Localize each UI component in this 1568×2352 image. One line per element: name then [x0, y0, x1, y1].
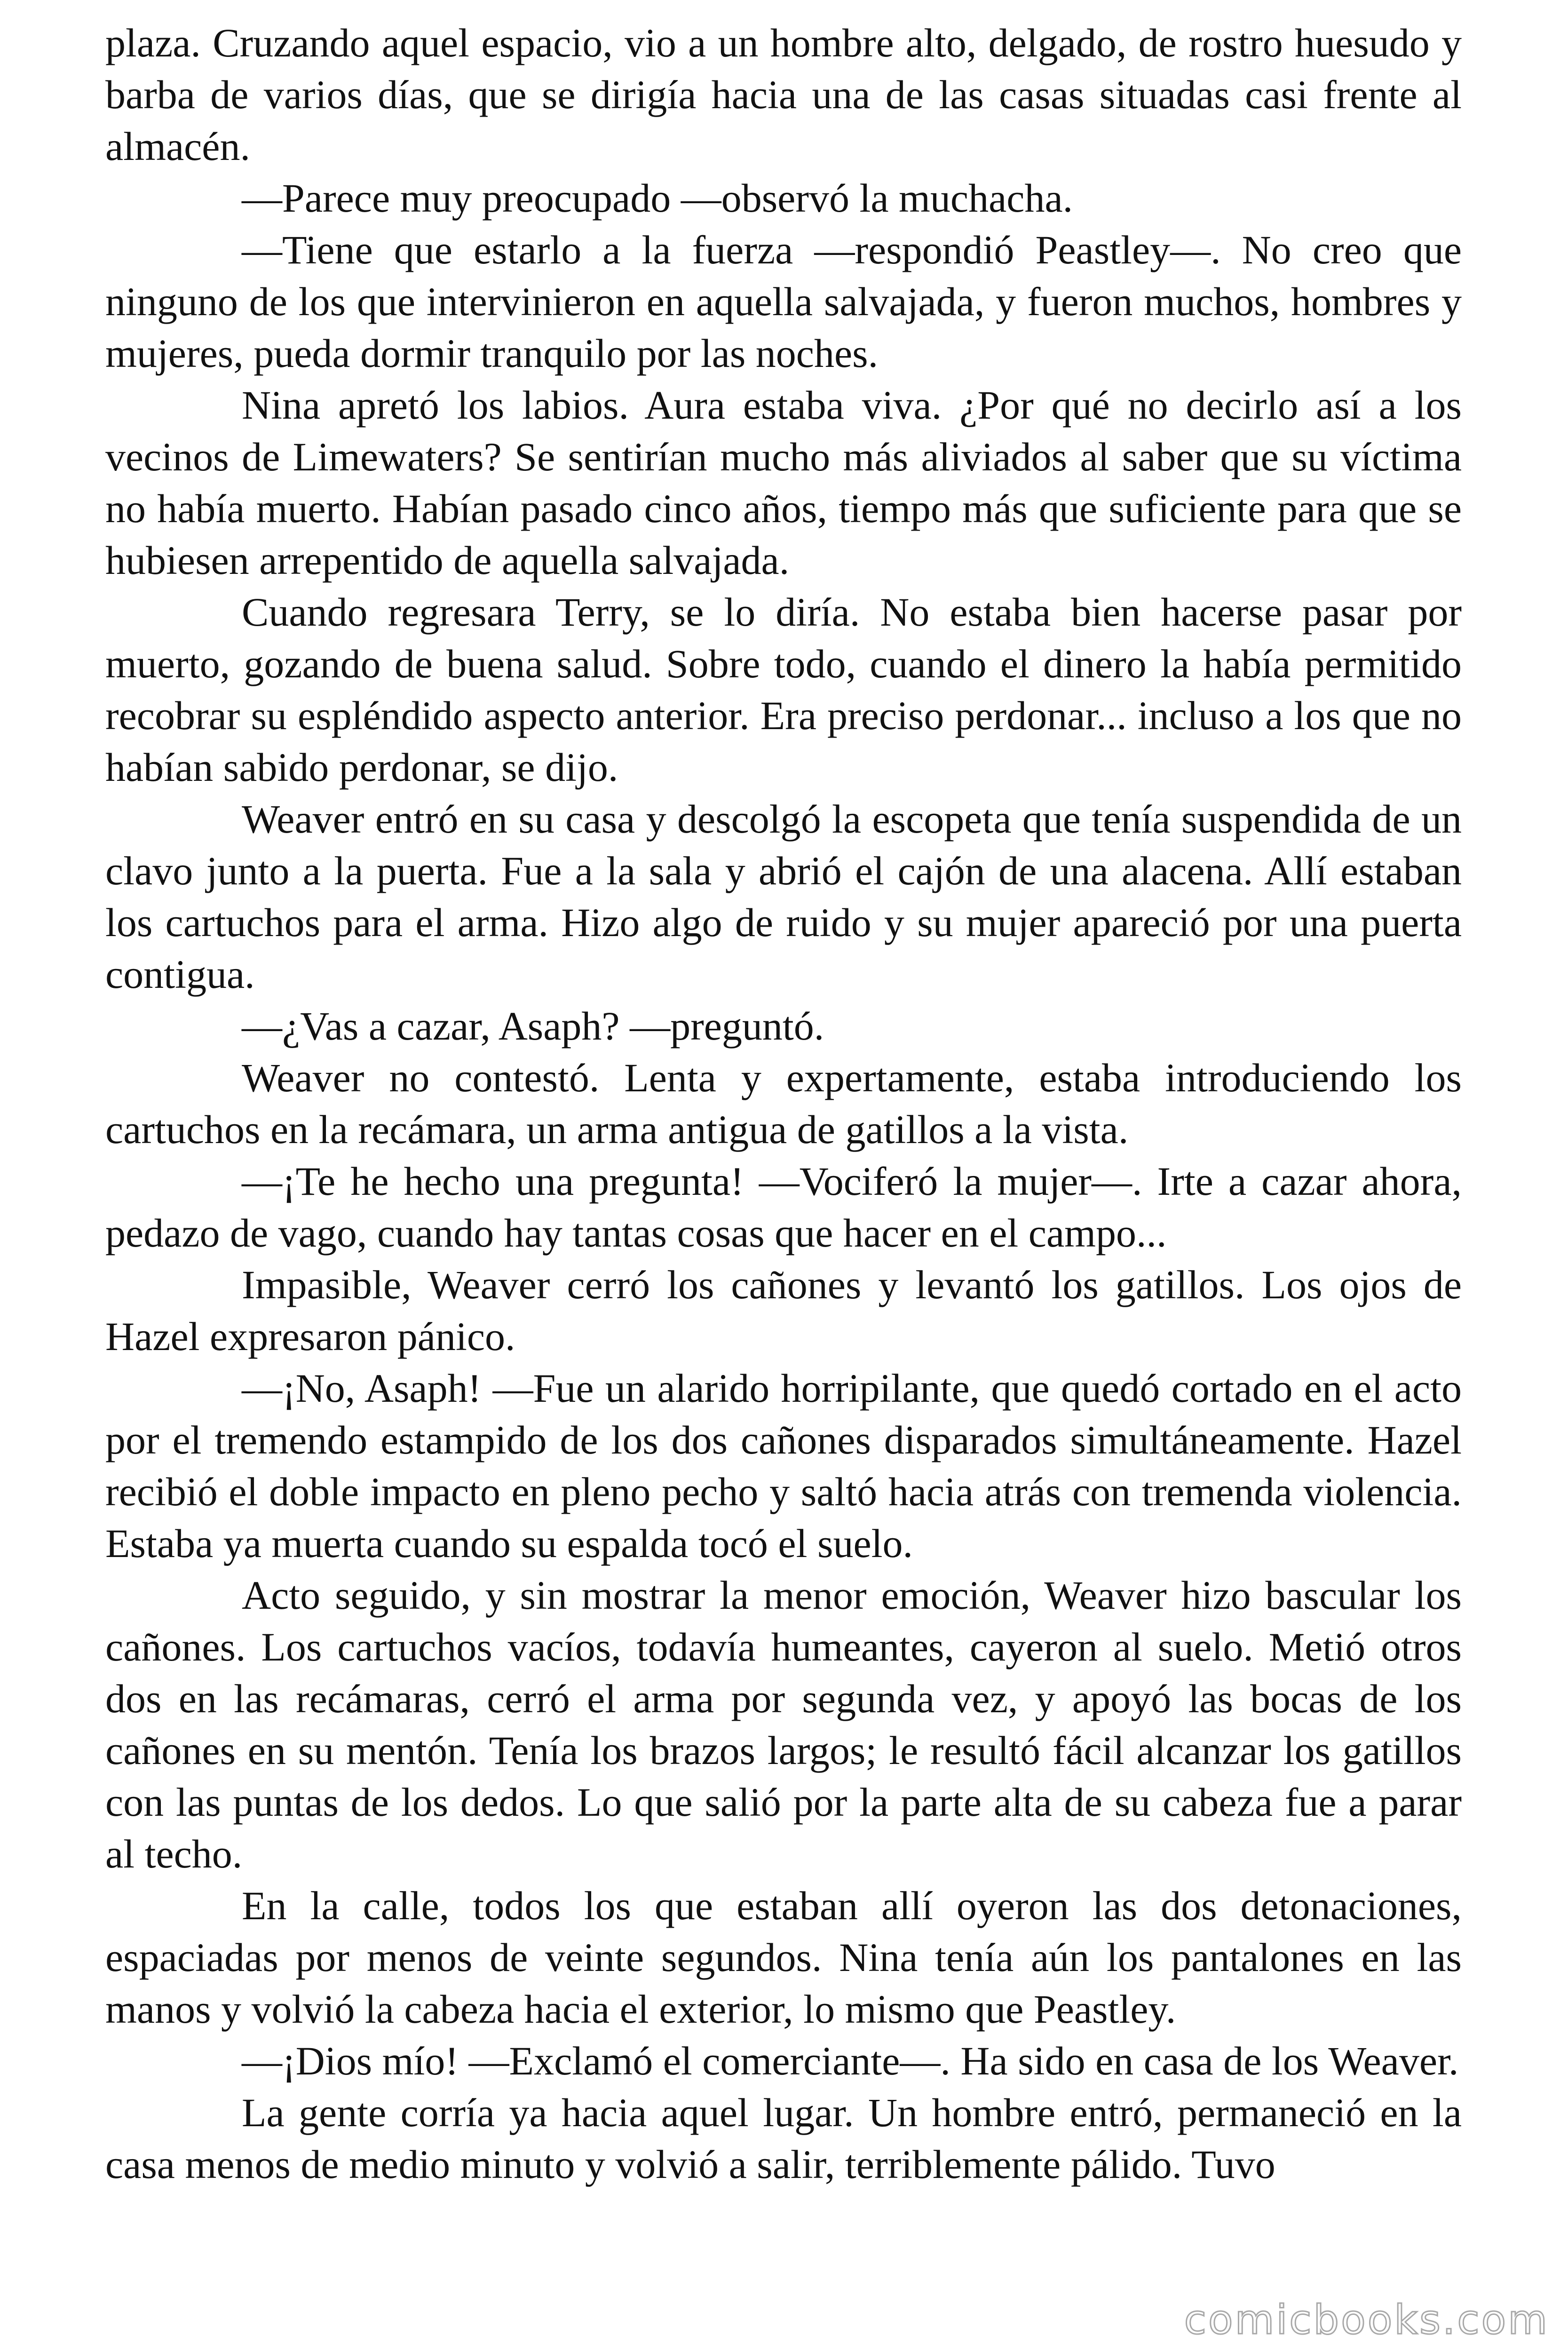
paragraph: —¡Dios mío! —Exclamó el comerciante—. Ha sido en casa de los Weaver.	[242, 2038, 1459, 2083]
site-watermark: comicbooks.com	[1184, 2296, 1549, 2344]
paragraph: Nina apretó los labios. Aura estaba viva. ¿Por qué no decirlo así a los vecinos de Limewaters? Se sentirían mucho más aliviados al saber que su víctima no había muerto. Habían pasado cinco años, tiempo más que suficiente para que se hubiesen arrepentido de aquella salvajada.	[105, 382, 1462, 583]
paragraph: —¿Vas a cazar, Asaph? —preguntó.	[242, 1003, 824, 1049]
paragraph: —Tiene que estarlo a la fuerza —respondió Peastley—. No creo que ninguno de los que intervinieron en aquella salvajada, y fueron muchos, hombres y mujeres, pueda dormir tranquilo por las noches.	[105, 227, 1462, 376]
page-text-body	[105, 17, 1462, 2190]
paragraph: En la calle, todos los que estaban allí oyeron las dos detonaciones, espaciadas por menos de veinte segundos. Nina tenía aún los pantalones en las manos y volvió la cabeza hacia el exterior, lo mismo que Peastley.	[105, 1883, 1462, 2032]
paragraph: —¡No, Asaph! —Fue un alarido horripilante, que quedó cortado en el acto por el tremendo estampido de los dos cañones disparados simultáneamente. Hazel recibió el doble impacto en pleno pecho y saltó hacia atrás con tremenda violencia. Estaba ya muerta cuando su espalda tocó el suelo.	[105, 1366, 1462, 1566]
paragraph: —¡Te he hecho una pregunta! —Vociferó la mujer—. Irte a cazar ahora, pedazo de vago, cuando hay tantas cosas que hacer en el campo...	[105, 1159, 1462, 1255]
paragraph: plaza. Cruzando aquel espacio, vio a un hombre alto, delgado, de rostro huesudo y barba de varios días, que se dirigía hacia una de las casas situadas casi frente al almacén.	[105, 20, 1462, 169]
paragraph: Impasible, Weaver cerró los cañones y levantó los gatillos. Los ojos de Hazel expresaron pánico.	[105, 1262, 1462, 1359]
paragraph: Weaver entró en su casa y descolgó la escopeta que tenía suspendida de un clavo junto a la puerta. Fue a la sala y abrió el cajón de una alacena. Allí estaban los cartuchos para el arma. Hizo algo de ruido y su mujer apareció por una puerta contigua.	[105, 796, 1462, 997]
paragraph: —Parece muy preocupado —observó la muchacha.	[242, 175, 1073, 221]
paragraph: Cuando regresara Terry, se lo diría. No estaba bien hacerse pasar por muerto, gozando de buena salud. Sobre todo, cuando el dinero la había permitido recobrar su espléndido aspecto anterior. Era preciso perdonar... incluso a los que no habían sabido perdonar, se dijo.	[105, 589, 1462, 790]
paragraph: La gente corría ya hacia aquel lugar. Un hombre entró, permaneció en la casa menos de medio minuto y volvió a salir, terriblemente pálido. Tuvo	[105, 2090, 1462, 2187]
paragraph: Weaver no contestó. Lenta y expertamente, estaba introduciendo los cartuchos en la recámara, un arma antigua de gatillos a la vista.	[105, 1055, 1462, 1152]
paragraph: Acto seguido, y sin mostrar la menor emoción, Weaver hizo bascular los cañones. Los cartuchos vacíos, todavía humeantes, cayeron al suelo. Metió otros dos en las recámaras, cerró el arma por segunda vez, y apoyó las bocas de los cañones en su mentón. Tenía los brazos largos; le resultó fácil alcanzar los gatillos con las puntas de los dedos. Lo que salió por la parte alta de su cabeza fue a parar al techo.	[105, 1573, 1462, 1876]
